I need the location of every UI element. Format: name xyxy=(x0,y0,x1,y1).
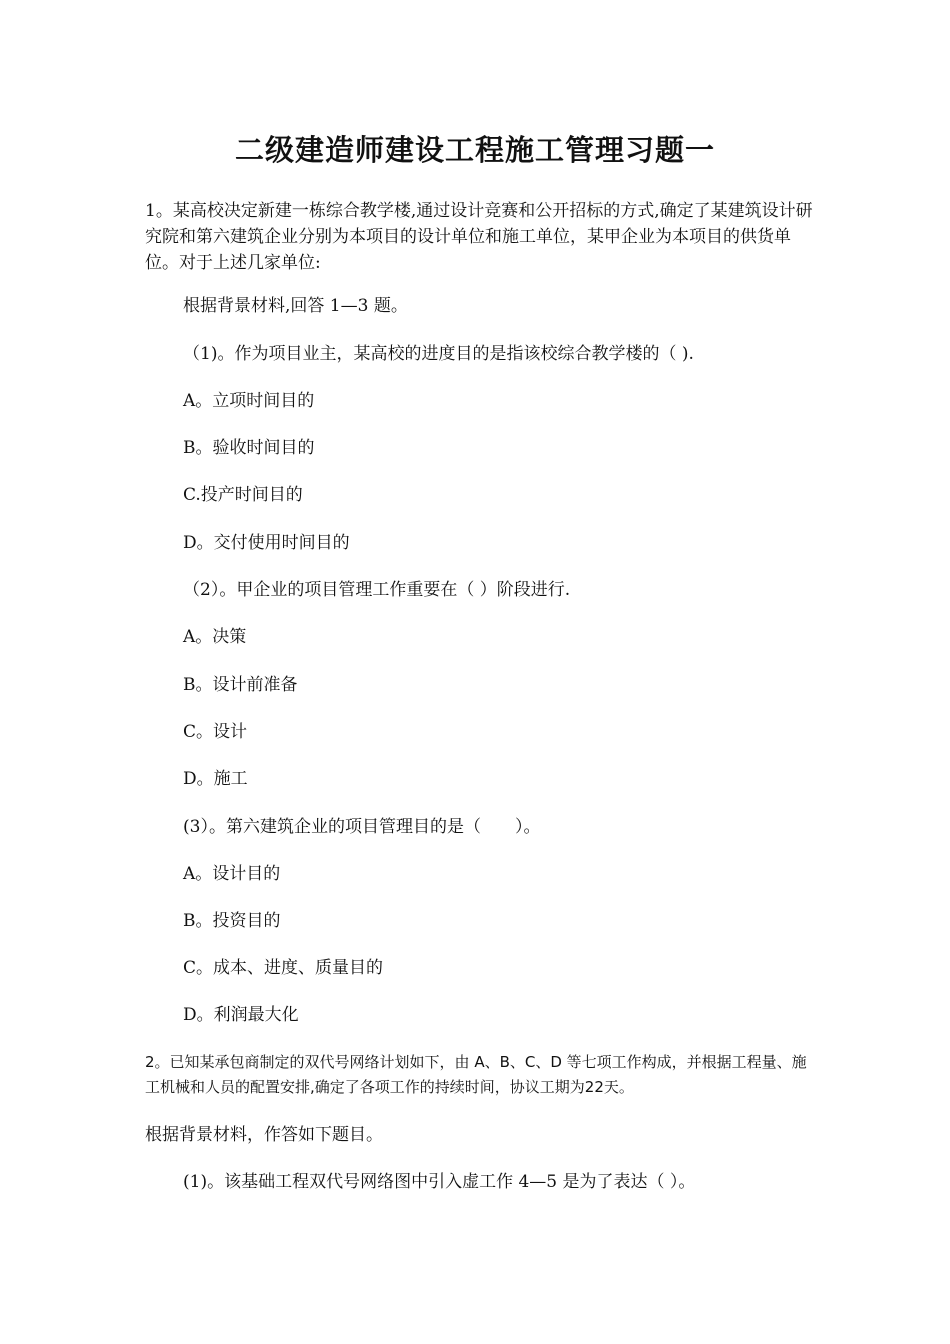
option-1-1-b: B。验收时间目的 xyxy=(183,438,315,458)
option-1-2-d: D。施工 xyxy=(183,769,248,789)
option-1-3-c: C。成本、进度、质量目的 xyxy=(183,958,384,978)
option-1-3-a: A。设计目的 xyxy=(183,864,281,884)
option-1-2-c: C。设计 xyxy=(183,722,248,742)
option-1-2-a: A。决策 xyxy=(183,627,247,647)
question-2-intro: 2。已知某承包商制定的双代号网络计划如下，由 A、B、C、D 等七项工作构成，并根据工程量、施工机械和人员的配置安排,确定了各项工作的持续时间，协议工期为22天。 xyxy=(145,1053,807,1096)
option-1-1-c: C.投产时间目的 xyxy=(183,485,303,505)
option-1-3-d: D。利润最大化 xyxy=(183,1005,299,1025)
question-1-intro: 1。某高校决定新建一栋综合教学楼,通过设计竞赛和公开招标的方式,确定了某建筑设计研究院和第六建筑企业分别为本项目的设计单位和施工单位，某甲企业为本项目的供货单位。对于上述几家单位: xyxy=(145,201,813,273)
sub-question-1-2: （2）。甲企业的项目管理工作重要在（ ）阶段进行. xyxy=(183,580,571,600)
question-2-lead: 根据背景材料，作答如下题目。 xyxy=(145,1125,383,1145)
sub-question-2-1: (1)。该基础工程双代号网络图中引入虚工作 4—5 是为了表达（ ）。 xyxy=(183,1172,696,1192)
sub-question-1-1: （1)。作为项目业主，某高校的进度目的是指该校综合教学楼的（ ). xyxy=(183,344,694,364)
option-1-2-b: B。设计前准备 xyxy=(183,675,298,695)
option-1-1-d: D。交付使用时间目的 xyxy=(183,533,350,553)
question-1-lead: 根据背景材料,回答 1—3 题。 xyxy=(183,296,408,316)
document-title: 二级建造师建设工程施工管理习题一 xyxy=(234,133,715,167)
option-1-1-a: A。立项时间目的 xyxy=(183,391,315,411)
option-1-3-b: B。投资目的 xyxy=(183,911,281,931)
sub-question-1-3: (3）。第六建筑企业的项目管理目的是（ ）。 xyxy=(183,817,541,837)
